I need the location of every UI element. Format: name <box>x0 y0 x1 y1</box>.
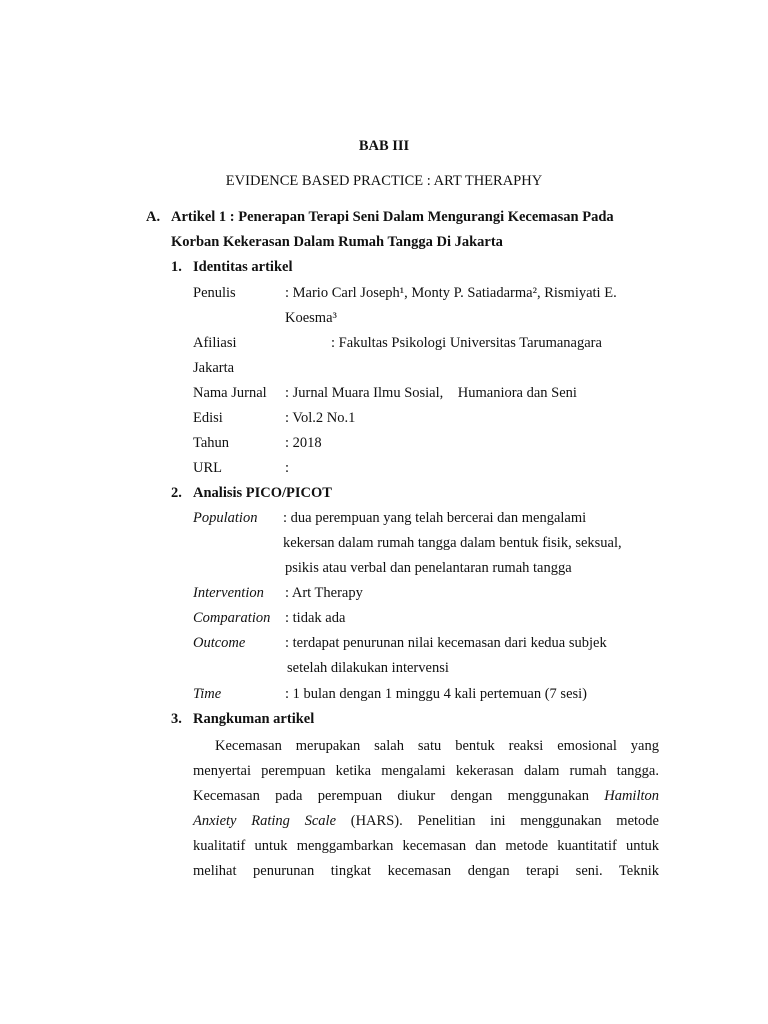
pico-value: : 1 bulan dengan 1 minggu 4 kali pertemuan (7 sesi) <box>285 686 588 702</box>
sub1-number: 1. <box>171 259 182 275</box>
summary-line <box>193 812 659 830</box>
chapter-title: BAB III <box>358 138 410 154</box>
identity-value: : Mario Carl Joseph¹, Monty P. Satiadarma², Rismiyati E. <box>285 285 617 301</box>
pico-value-cont: psikis atau verbal dan penelantaran rumah tangga <box>285 560 572 576</box>
sub3-title: Rangkuman artikel <box>193 711 315 727</box>
pico-value: : Art Therapy <box>285 585 363 601</box>
pico-label: Population <box>193 510 258 526</box>
section-title-line2: Korban Kekerasan Dalam Rumah Tangga Di Jakarta <box>171 234 503 250</box>
sub2-title: Analisis PICO/PICOT <box>193 485 332 501</box>
identity-label: Penulis <box>193 285 236 301</box>
identity-label: Tahun <box>193 435 230 451</box>
pico-value-cont: kekersan dalam rumah tangga dalam bentuk fisik, seksual, <box>283 535 622 551</box>
pico-value: : terdapat penurunan nilai kecemasan dari kedua subjek <box>285 635 607 651</box>
identity-label: Afiliasi <box>193 335 237 351</box>
pico-value: : tidak ada <box>285 610 346 626</box>
identity-label: Nama Jurnal <box>193 385 267 401</box>
summary-text: (HARS). Penelitian ini menggunakan metode <box>336 813 659 829</box>
identity-value: : 2018 <box>285 435 322 451</box>
identity-value-cont: Jakarta <box>193 360 235 376</box>
summary-line: Kecemasan merupakan salah satu bentuk reaksi emosional yang <box>215 738 659 754</box>
chapter-heading: EVIDENCE BASED PRACTICE : ART THERAPHY <box>225 173 543 189</box>
section-title-line1: Artikel 1 : Penerapan Terapi Seni Dalam Mengurangi Kecemasan Pada <box>171 209 614 225</box>
identity-value: : <box>285 460 290 476</box>
sub2-number: 2. <box>171 485 182 501</box>
pico-value-cont: setelah dilakukan intervensi <box>287 660 449 676</box>
identity-value: : Vol.2 No.1 <box>285 410 356 426</box>
summary-line <box>193 787 659 805</box>
pico-label: Outcome <box>193 635 246 651</box>
pico-value: : dua perempuan yang telah bercerai dan mengalami <box>283 510 587 526</box>
identity-label: Edisi <box>193 410 223 426</box>
section-marker: A. <box>146 209 161 225</box>
identity-value: : Jurnal Muara Ilmu Sosial, Humaniora dan Seni <box>285 385 577 401</box>
pico-label: Comparation <box>193 610 271 626</box>
identity-value: : Fakultas Psikologi Universitas Tarumanagara <box>331 335 602 351</box>
sub3-number: 3. <box>171 711 182 727</box>
summary-italic: Hamilton <box>604 788 659 804</box>
summary-line: kualitatif untuk menggambarkan kecemasan dan metode kuantitatif untuk <box>193 838 659 854</box>
summary-line: menyertai perempuan ketika mengalami kekerasan dalam rumah tangga. <box>193 763 659 779</box>
summary-text: Kecemasan pada perempuan diukur dengan menggunakan <box>193 788 605 804</box>
identity-label: URL <box>193 460 222 476</box>
summary-line: melihat penurunan tingkat kecemasan dengan terapi seni. Teknik <box>193 863 659 879</box>
summary-italic: Anxiety Rating Scale <box>193 813 337 829</box>
pico-label: Time <box>193 686 222 702</box>
pico-label: Intervention <box>193 585 264 601</box>
sub1-title: Identitas artikel <box>193 259 293 275</box>
identity-value-cont: Koesma³ <box>285 310 337 326</box>
